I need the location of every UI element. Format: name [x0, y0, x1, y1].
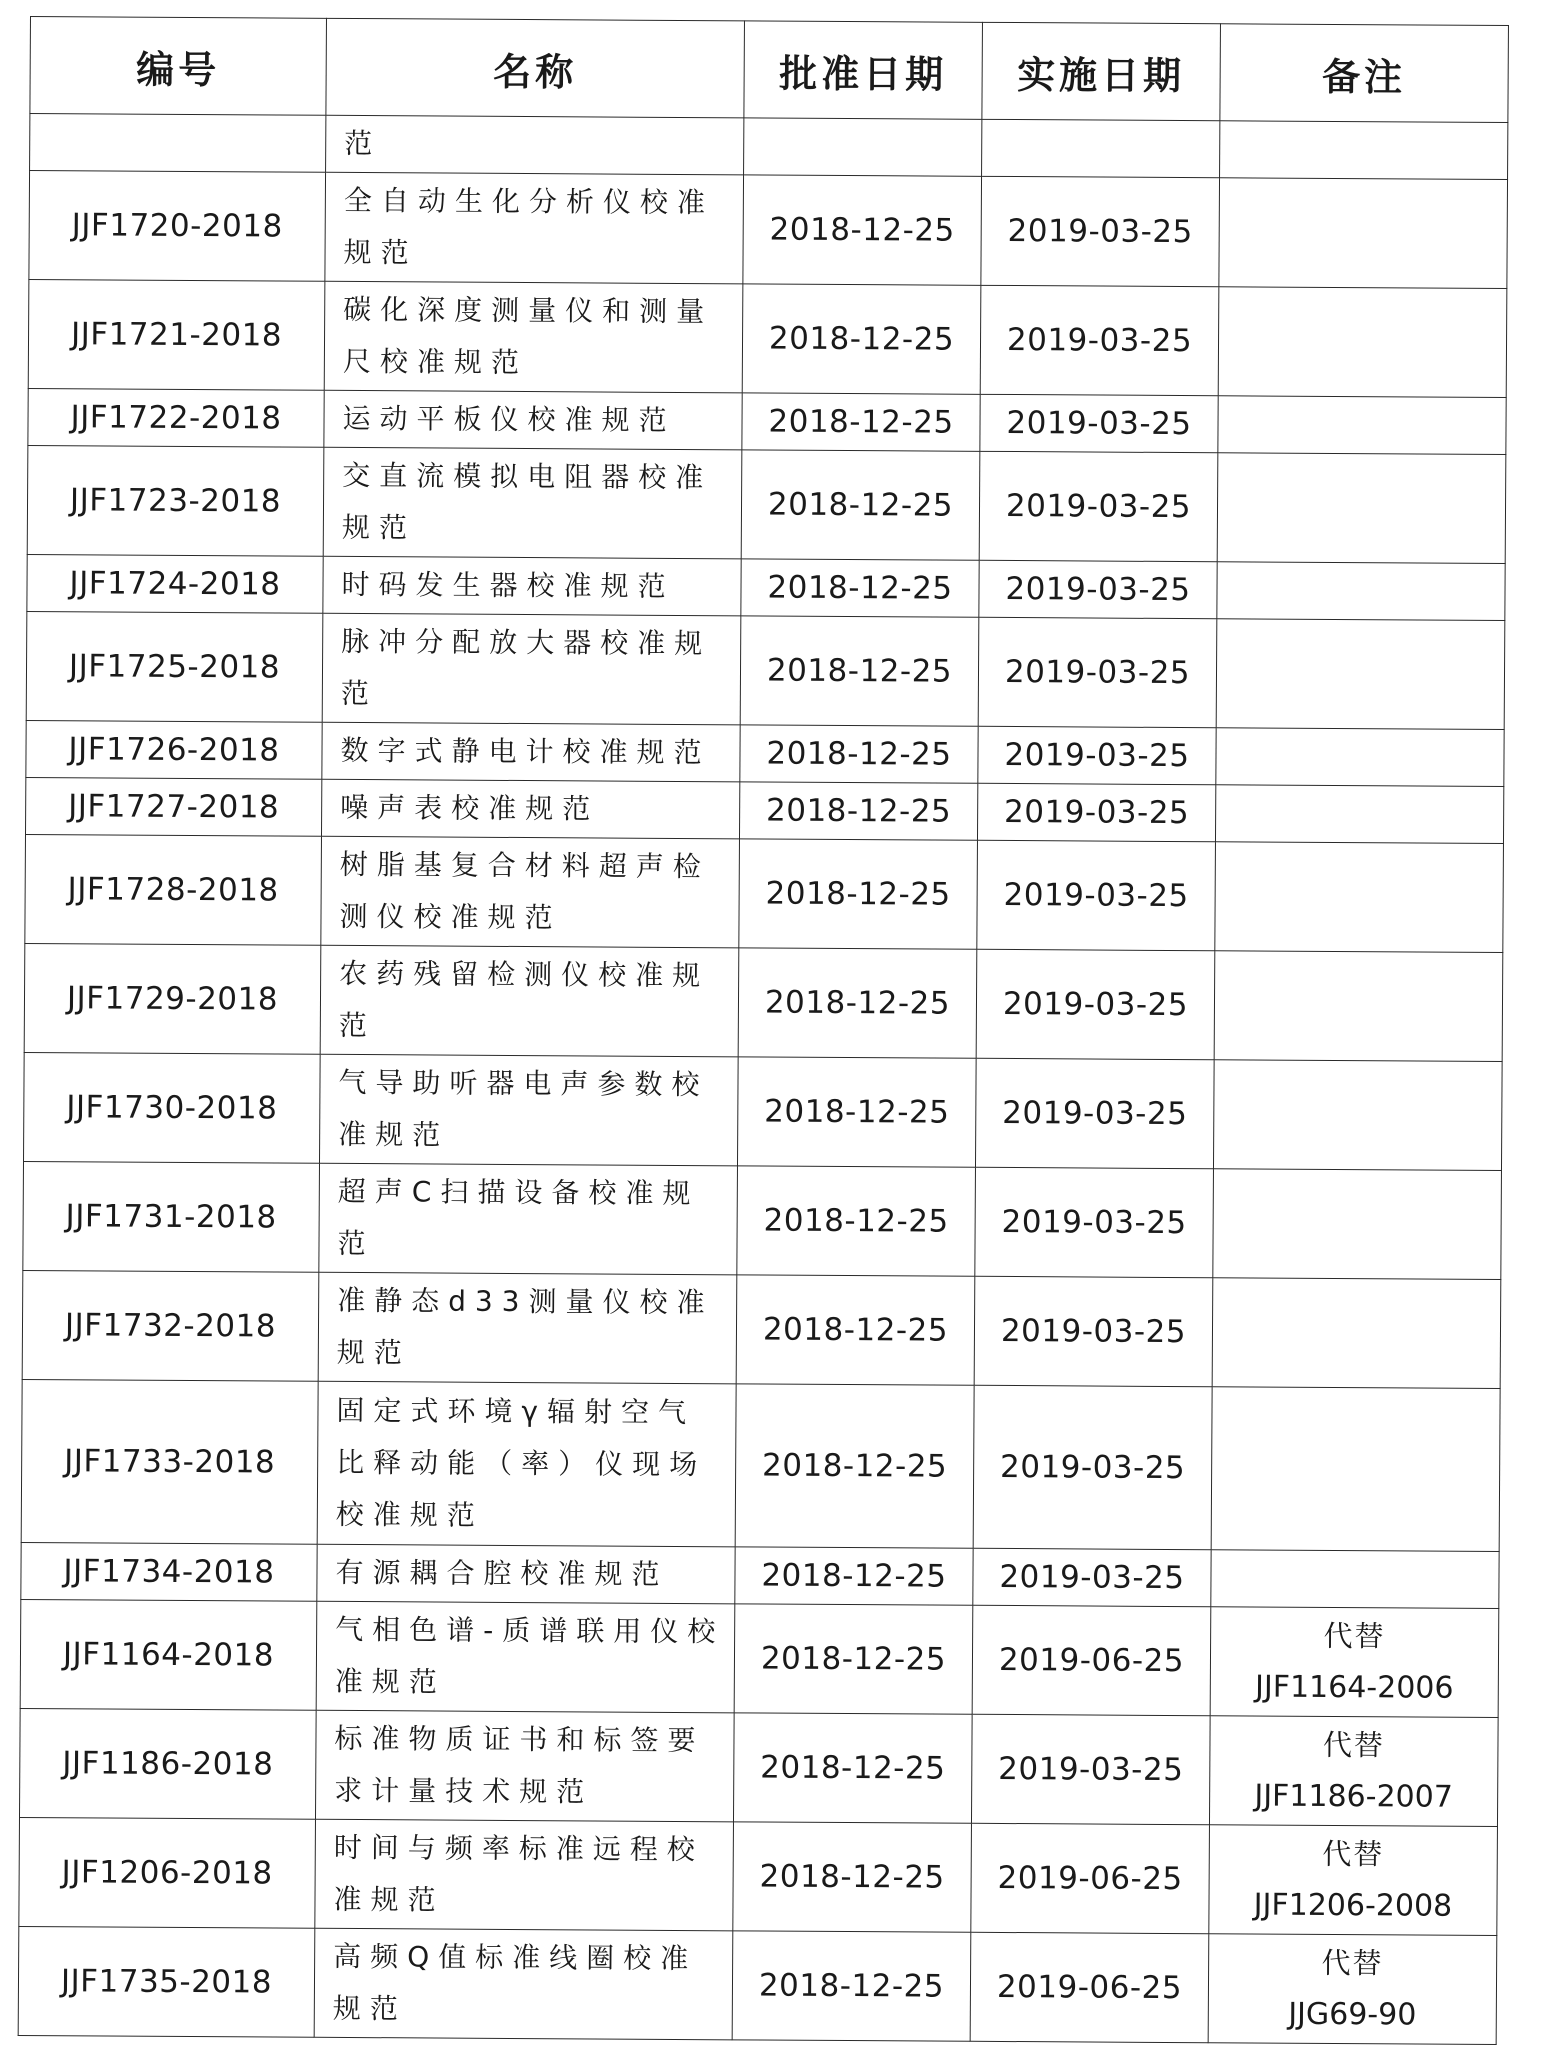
- approval-date-cell: 2018-12-25: [733, 1713, 972, 1823]
- remarks-replaced-code: JJF1206-2008: [1253, 1887, 1453, 1924]
- table-row: [28, 388, 1506, 454]
- implementation-date-cell: 2019-03-25: [975, 1167, 1214, 1277]
- table-row: [18, 1926, 1497, 2044]
- code-cell: JJF1724-2018: [27, 554, 323, 613]
- table-row: [21, 1379, 1500, 1551]
- remarks-cell: [1211, 1387, 1500, 1552]
- code-cell: JJF1728-2018: [25, 834, 322, 945]
- name-cell: 气相色谱-质谱联用仪校准规范: [316, 1601, 735, 1713]
- code-cell: JJF1735-2018: [18, 1926, 315, 2037]
- table-row: [21, 1542, 1499, 1608]
- code-cell: JJF1164-2018: [20, 1599, 317, 1710]
- implementation-date-cell: 2019-03-25: [973, 1385, 1212, 1549]
- name-cell: 数字式静电计校准规范: [322, 722, 740, 782]
- approval-date-cell: 2018-12-25: [739, 782, 977, 840]
- implementation-date-cell: 2019-03-25: [979, 451, 1218, 561]
- approval-date-cell: 2018-12-25: [740, 725, 978, 783]
- remarks-cell: [1218, 287, 1507, 398]
- remarks-replaces-label: 代替: [1322, 1727, 1386, 1763]
- implementation-date-cell: 2019-03-25: [978, 726, 1216, 784]
- remarks-cell: [1219, 178, 1508, 289]
- name-cell: 脉冲分配放大器校准规范: [322, 613, 741, 725]
- standards-table-page: [18, 16, 1508, 2045]
- implementation-date-cell: 2019-03-25: [981, 176, 1220, 286]
- approval-date-cell: 2018-12-25: [735, 1384, 974, 1548]
- name-cell: 碳化深度测量仪和测量尺校准规范: [324, 281, 743, 393]
- approval-date-cell: 2018-12-25: [742, 393, 980, 451]
- code-cell: JJF1729-2018: [24, 943, 321, 1054]
- remarks-cell: [1213, 1060, 1502, 1171]
- table-row: [20, 1599, 1499, 1717]
- remarks-cell: [1214, 951, 1503, 1062]
- approval-date-cell: 2018-12-25: [741, 559, 979, 617]
- name-cell: 全自动生化分析仪校准规范: [325, 172, 744, 284]
- name-cell: 标准物质证书和标签要求计量技术规范: [315, 1710, 734, 1822]
- table-row: [24, 943, 1503, 1061]
- approval-date-cell: 2018-12-25: [742, 284, 981, 394]
- header-remarks: 备注: [1220, 24, 1509, 123]
- implementation-date-cell: 2019-03-25: [979, 560, 1217, 618]
- table-row: [19, 1708, 1498, 1826]
- code-cell: JJF1726-2018: [26, 720, 322, 779]
- implementation-date-cell: 2019-03-25: [971, 1714, 1210, 1824]
- code-cell: JJF1186-2018: [19, 1708, 316, 1819]
- table-row: [25, 834, 1504, 952]
- approval-date-cell: 2018-12-25: [734, 1604, 973, 1714]
- remarks-cell: [1220, 121, 1508, 180]
- name-cell: 树脂基复合材料超声检测仪校准规范: [321, 836, 740, 948]
- remarks-cell: [1213, 1169, 1502, 1280]
- implementation-date-cell: [982, 119, 1220, 177]
- table-row: [19, 1817, 1498, 1935]
- table-row: [22, 1270, 1501, 1388]
- name-cell: 时码发生器校准规范: [323, 556, 741, 616]
- table-row: [26, 777, 1504, 843]
- remarks-replaced-code: JJG69-90: [1288, 1996, 1417, 2033]
- name-cell: 固定式环境γ辐射空气比释动能（率）仪现场校准规范: [317, 1381, 736, 1547]
- remarks-cell: [1216, 619, 1505, 730]
- standards-table: [18, 16, 1509, 2045]
- remarks-cell: [1216, 728, 1504, 787]
- approval-date-cell: 2018-12-25: [740, 616, 979, 726]
- table-row: [26, 611, 1505, 729]
- code-cell: JJF1731-2018: [23, 1161, 320, 1272]
- table-row: [23, 1161, 1502, 1279]
- table-row: [24, 1052, 1503, 1170]
- name-cell: 气导助听器电声参数校准规范: [319, 1054, 738, 1166]
- remarks-replaced-code: JJF1164-2006: [1254, 1669, 1454, 1706]
- approval-date-cell: 2018-12-25: [733, 1822, 972, 1932]
- implementation-date-cell: 2019-03-25: [977, 840, 1216, 950]
- approval-date-cell: 2018-12-25: [735, 1547, 973, 1605]
- table-row: [26, 720, 1504, 786]
- table-row: [29, 171, 1508, 289]
- name-cell: 高频Q值标准线圈校准规范: [314, 1928, 733, 2040]
- remarks-replaces-label: 代替: [1322, 1836, 1385, 1872]
- name-cell: 交直流模拟电阻器校准规范: [323, 447, 742, 559]
- remarks-cell: [1215, 842, 1504, 953]
- implementation-date-cell: 2019-03-25: [980, 394, 1218, 452]
- implementation-date-cell: 2019-06-25: [970, 1932, 1209, 2042]
- name-cell: 超声C扫描设备校准规范: [319, 1163, 738, 1275]
- code-cell: JJF1725-2018: [26, 611, 323, 722]
- code-cell: JJF1732-2018: [22, 1270, 319, 1381]
- code-cell: JJF1727-2018: [26, 777, 322, 836]
- name-cell: 准静态d33测量仪校准规范: [318, 1272, 737, 1384]
- implementation-date-cell: 2019-03-25: [978, 617, 1217, 727]
- approval-date-cell: 2018-12-25: [737, 1166, 976, 1276]
- code-cell: JJF1733-2018: [21, 1379, 318, 1544]
- remarks-cell: [1217, 562, 1505, 621]
- code-cell: JJF1720-2018: [29, 171, 326, 282]
- continuation-row: [30, 114, 1508, 180]
- approval-date-cell: 2018-12-25: [738, 948, 977, 1058]
- code-cell: JJF1723-2018: [27, 445, 324, 556]
- approval-date-cell: 2018-12-25: [732, 1931, 971, 2041]
- code-cell: JJF1734-2018: [21, 1542, 317, 1601]
- name-cell: 农药残留检测仪校准规范: [320, 945, 739, 1057]
- implementation-date-cell: 2019-03-25: [973, 1548, 1211, 1606]
- header-name: 名称: [326, 18, 745, 118]
- header-code: 编号: [30, 17, 327, 116]
- approval-date-cell: 2018-12-25: [737, 1057, 976, 1167]
- code-cell: JJF1722-2018: [28, 388, 324, 447]
- implementation-date-cell: 2019-03-25: [977, 783, 1215, 841]
- header-approval-date: 批准日期: [744, 21, 983, 119]
- table-row: [27, 445, 1506, 563]
- table-row: [27, 554, 1505, 620]
- remarks-replaces-label: 代替: [1323, 1618, 1386, 1654]
- remarks-cell: [1217, 453, 1506, 564]
- remarks-replaced-code: JJF1186-2007: [1254, 1778, 1453, 1815]
- approval-date-cell: [744, 118, 982, 176]
- implementation-date-cell: 2019-03-25: [976, 949, 1215, 1059]
- header-implementation-date: 实施日期: [982, 22, 1221, 120]
- name-cell: 有源耦合腔校准规范: [317, 1544, 735, 1604]
- code-cell: JJF1206-2018: [19, 1817, 316, 1928]
- name-cell: 范: [326, 115, 744, 175]
- table-row: [28, 279, 1507, 397]
- remarks-cell: [1209, 1716, 1498, 1827]
- approval-date-cell: 2018-12-25: [739, 839, 978, 949]
- remarks-cell: [1210, 1607, 1499, 1718]
- approval-date-cell: 2018-12-25: [741, 450, 980, 560]
- code-cell: [30, 114, 326, 173]
- remarks-cell: [1215, 785, 1503, 844]
- remarks-cell: [1211, 1550, 1499, 1609]
- approval-date-cell: 2018-12-25: [736, 1275, 975, 1385]
- remarks-cell: [1208, 1934, 1497, 2045]
- remarks-cell: [1218, 396, 1506, 455]
- remarks-cell: [1209, 1825, 1498, 1936]
- name-cell: 时间与频率标准远程校准规范: [315, 1819, 734, 1931]
- code-cell: JJF1721-2018: [28, 279, 325, 390]
- name-cell: 运动平板仪校准规范: [324, 390, 742, 450]
- implementation-date-cell: 2019-03-25: [974, 1276, 1213, 1386]
- remarks-replaces-label: 代替: [1321, 1945, 1384, 1981]
- implementation-date-cell: 2019-06-25: [971, 1823, 1210, 1933]
- implementation-date-cell: 2019-06-25: [972, 1605, 1211, 1715]
- name-cell: 噪声表校准规范: [321, 779, 739, 839]
- implementation-date-cell: 2019-03-25: [980, 285, 1219, 395]
- code-cell: JJF1730-2018: [24, 1052, 321, 1163]
- remarks-cell: [1212, 1278, 1501, 1389]
- approval-date-cell: 2018-12-25: [743, 175, 982, 285]
- implementation-date-cell: 2019-03-25: [975, 1058, 1214, 1168]
- header-row: [30, 17, 1509, 123]
